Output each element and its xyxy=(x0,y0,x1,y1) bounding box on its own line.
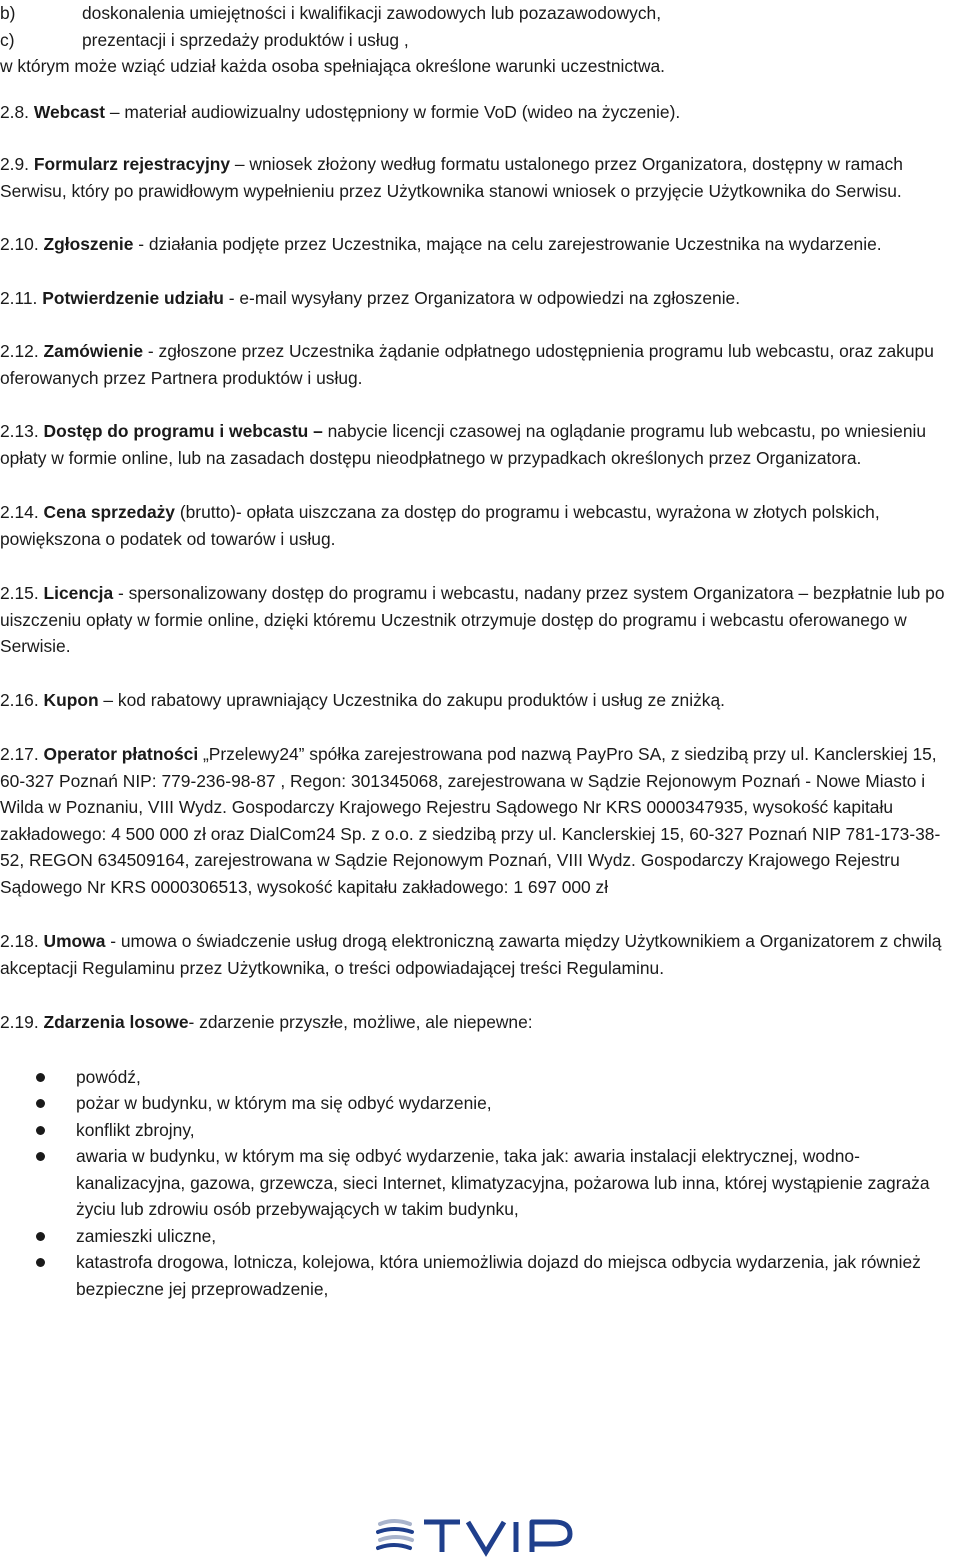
defined-term: Operator płatności xyxy=(43,744,199,764)
defined-term: Cena sprzedaży xyxy=(43,502,175,522)
definition-body: „Przelewy24” spółka zarejestrowana pod nazwą PayPro SA, z siedzibą przy ul. Kanclerskiej 15, 60-327 Poznań NIP: 779-236-98-87 , Regon: 301345068, zarejestrowana w Sądzie Rejonowym Poznań - Nowe Miasto i Wilda w Poznaniu, VIII Wydz. Gospodarczy Krajowego Rejestru Sądowego Nr KRS 0000347935, wysokość kapitału zakładowego: 4 500 000 zł oraz DialCom24 Sp. z o.o. z siedzibą przy ul. Kanclerskiej 15, 60-327 Poznań NIP 781-173-38-52, REGON 634509164, zarejestrowana w Sądzie Rejonowym Poznań, VIII Wydz. Gospodarczy Krajowego Rejestru Sądowego Nr KRS 0000306513, wysokość kapitału zakładowego: 1 697 000 zł xyxy=(0,744,941,897)
random-events-list xyxy=(0,1064,958,1303)
definition-body: – kod rabatowy uprawniający Uczestnika do zakupu produktów i usług ze zniżką. xyxy=(98,689,725,710)
list-item-text: konflikt zbrojny, xyxy=(76,1119,195,1140)
definition-body: – materiał audiowizualny udostępniony w formie VoD (wideo na życzenie). xyxy=(105,101,681,122)
definition-license xyxy=(0,580,958,660)
list-item-text: pożar w budynku, w którym ma się odbyć wydarzenie, xyxy=(76,1093,492,1113)
section-number: 2.19. xyxy=(0,1012,39,1032)
logo-text: TVIP xyxy=(376,1514,379,1515)
tvip-logo xyxy=(376,1514,588,1558)
definition-body: - zgłoszone przez Uczestnika żądanie odpłatnego udostępnienia programu lub webcastu, oraz zakupu oferowanych przez Partnera produktów i usług. xyxy=(0,341,934,388)
bullet-icon xyxy=(36,1099,45,1108)
list-item-text: katastrofa drogowa, lotnicza, kolejowa, która uniemożliwia dojazd do miejsca odbycia wydarzenia, jak również bezpieczne jej przeprowadzenie, xyxy=(76,1252,921,1299)
section-number: 2.15. xyxy=(0,583,39,603)
list-item-text: doskonalenia umiejętności i kwalifikacji zawodowych lub pozazawodowych, xyxy=(82,3,662,23)
list-item-text: zamieszki uliczne, xyxy=(76,1225,217,1246)
list-item xyxy=(0,1064,958,1091)
list-item xyxy=(0,0,958,27)
list-item xyxy=(0,1117,958,1144)
definition-agreement xyxy=(0,928,958,981)
list-item xyxy=(0,1143,958,1223)
list-item-text: prezentacji i sprzedaży produktów i usług , xyxy=(82,29,409,50)
section-number: 2.12. xyxy=(0,341,39,361)
definition-body: - e-mail wysyłany przez Organizatora w odpowiedzi na zgłoszenie. xyxy=(223,287,741,308)
bullet-icon xyxy=(36,1073,45,1082)
defined-term: Formularz rejestracyjny xyxy=(33,154,231,174)
defined-term: Webcast xyxy=(33,101,106,122)
definition-body: – wniosek złożony według formatu ustalonego przez Organizatora, dostępny w ramach Serwisu, który po prawidłowym wypełnieniu przez Użytkownika stanowi wniosek o przyjęcie Użytkownika do Serwisu. xyxy=(0,154,903,201)
definition-payment-operator xyxy=(0,741,958,900)
list-item xyxy=(0,1249,958,1302)
section-number: 2.16. xyxy=(0,689,39,710)
defined-term: Potwierdzenie udziału xyxy=(42,287,224,308)
list-marker: c) xyxy=(0,29,15,50)
logo-mark-icon xyxy=(378,1521,412,1548)
definition-body: - spersonalizowany dostęp do programu i webcastu, nadany przez system Organizatora – bezpłatnie lub po uiszczeniu opłaty w formie online, dzięki któremu Uczestnik otrzymuje dostęp do programu i webcastu oferowanego w Serwisie. xyxy=(0,583,945,656)
definition-order xyxy=(0,338,958,391)
definition-registration-form xyxy=(0,151,958,204)
section-number: 2.9. xyxy=(0,154,30,174)
defined-term: Zdarzenia losowe xyxy=(43,1012,189,1032)
section-number: 2.14. xyxy=(0,502,39,522)
definition-webcast xyxy=(0,99,958,126)
lead-paragraph: w którym może wziąć udział każda osoba spełniająca określone warunki uczestnictwa. xyxy=(0,56,666,76)
bullet-icon xyxy=(36,1126,45,1135)
definition-body: - zdarzenie przyszłe, możliwe, ale niepewne: xyxy=(188,1012,533,1032)
top-list xyxy=(0,0,958,53)
list-item xyxy=(0,1223,958,1250)
bullet-icon xyxy=(36,1232,45,1241)
list-item xyxy=(0,1090,958,1117)
definition-random-events xyxy=(0,1009,958,1036)
definition-sale-price xyxy=(0,499,958,552)
defined-term: Zamówienie xyxy=(43,341,144,361)
section-number: 2.11. xyxy=(0,287,38,308)
definition-body: - działania podjęte przez Uczestnika, mające na celu zarejestrowanie Uczestnika na wydarzenie. xyxy=(133,234,882,254)
section-number: 2.8. xyxy=(0,101,30,122)
list-item-text: awaria w budynku, w którym ma się odbyć wydarzenie, taka jak: awaria instalacji elektrycznej, wodno-kanalizacyjna, gazowa, grzewcza, sieci Internet, klimatyzacyjna, pożarowa lub inna, której wystąpienie zagraża życiu lub zdrowiu osób przebywających w takim budynku, xyxy=(76,1146,930,1219)
list-item-text: powódź, xyxy=(76,1066,141,1087)
definition-body: - umowa o świadczenie usług drogą elektroniczną zawarta między Użytkownikiem a Organizatorem z chwilą akceptacji Regulaminu przez Użytkownika, o treści odpowiadającej treści Regulaminu. xyxy=(0,931,942,978)
defined-term: Umowa xyxy=(43,931,106,951)
bullet-icon xyxy=(36,1258,45,1267)
bullet-icon xyxy=(36,1152,45,1161)
definition-participation-confirmation xyxy=(0,285,958,312)
list-item xyxy=(0,27,958,54)
section-number: 2.17. xyxy=(0,744,39,764)
section-number: 2.10. xyxy=(0,234,39,254)
definition-coupon xyxy=(0,687,958,714)
definition-body: (brutto)- opłata uiszczana za dostęp do programu i webcastu, wyrażona w złotych polskich, powiększona o podatek od towarów i usług. xyxy=(0,502,880,549)
list-marker: b) xyxy=(0,3,16,23)
section-number: 2.13. xyxy=(0,421,39,441)
definition-body: nabycie licencji czasowej na oglądanie programu lub webcastu, po wniesieniu opłaty w formie online, lub na zasadach dostępu nieodpłatnego w przypadkach określonych przez Organizatora. xyxy=(0,421,927,468)
definition-application xyxy=(0,231,958,258)
defined-term: Zgłoszenie xyxy=(43,234,134,254)
definition-program-access xyxy=(0,418,958,471)
defined-term: Licencja xyxy=(43,583,114,603)
section-number: 2.18. xyxy=(0,931,39,951)
defined-term: Dostęp do programu i webcastu – xyxy=(43,421,323,441)
defined-term: Kupon xyxy=(43,689,99,710)
